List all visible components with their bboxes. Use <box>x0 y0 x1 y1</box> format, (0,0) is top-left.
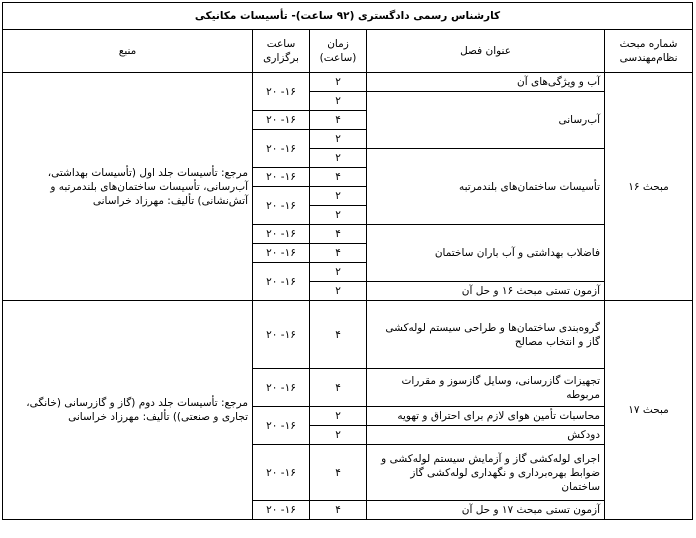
header-saat: ساعت برگزاری <box>253 30 310 73</box>
time-cell: ۱۶- ۲۰ <box>253 445 310 501</box>
time-cell: ۱۶- ۲۰ <box>253 111 310 130</box>
time-cell: ۱۶- ۲۰ <box>253 501 310 520</box>
time-cell: ۱۶- ۲۰ <box>253 168 310 187</box>
time-cell: ۱۶- ۲۰ <box>253 301 310 369</box>
hours-cell: ۴ <box>310 501 367 520</box>
time-cell: ۱۶- ۲۰ <box>253 407 310 445</box>
hours-cell: ۲ <box>310 130 367 149</box>
chapter-cell: آب و ویژگی‌های آن <box>367 73 605 92</box>
chapter-cell: دودکش <box>367 426 605 445</box>
chapter-cell: آزمون تستی مبحث ۱۷ و حل آن <box>367 501 605 520</box>
time-cell: ۱۶- ۲۰ <box>253 187 310 225</box>
chapter-cell: تأسیسات ساختمان‌های بلندمرتبه <box>367 149 605 225</box>
time-cell: ۱۶- ۲۰ <box>253 225 310 244</box>
hours-cell: ۲ <box>310 73 367 92</box>
section2-source: مرجع: تأسیسات جلد دوم (گاز و گازرسانی (خانگی، تجاری و صنعتی)) تألیف: مهرزاد خراسانی <box>3 301 253 520</box>
chapter-cell: تجهیزات گازرسانی، وسایل گازسوز و مقررات مربوطه <box>367 369 605 407</box>
chapter-cell: محاسبات تأمین هوای لازم برای احتراق و تهویه <box>367 407 605 426</box>
hours-cell: ۲ <box>310 282 367 301</box>
hours-cell: ۴ <box>310 301 367 369</box>
hours-cell: ۲ <box>310 206 367 225</box>
section1-source: مرجع: تأسیسات جلد اول (تأسیسات بهداشتی، آب‌رسانی، تأسیسات ساختمان‌های بلندمرتبه و آتش‌نشانی) تألیف: مهرزاد خراسانی <box>3 73 253 301</box>
chapter-cell: آب‌رسانی <box>367 92 605 149</box>
hours-cell: ۲ <box>310 407 367 426</box>
hours-cell: ۴ <box>310 111 367 130</box>
hours-cell: ۲ <box>310 426 367 445</box>
header-mabhath: شماره مبحث نظام‌مهندسی <box>605 30 693 73</box>
time-cell: ۱۶- ۲۰ <box>253 263 310 301</box>
time-cell: ۱۶- ۲۰ <box>253 369 310 407</box>
hours-cell: ۲ <box>310 263 367 282</box>
header-manba: منبع <box>3 30 253 73</box>
hours-cell: ۴ <box>310 225 367 244</box>
hours-cell: ۴ <box>310 244 367 263</box>
chapter-cell: فاضلاب بهداشتی و آب باران ساختمان <box>367 225 605 282</box>
schedule-table <box>2 2 693 520</box>
hours-cell: ۴ <box>310 168 367 187</box>
time-cell: ۱۶- ۲۰ <box>253 244 310 263</box>
table-title: کارشناس رسمی دادگستری (۹۲ ساعت)- تأسیسات مکانیکی <box>3 3 693 30</box>
hours-cell: ۴ <box>310 445 367 501</box>
hours-cell: ۲ <box>310 187 367 206</box>
time-cell: ۱۶- ۲۰ <box>253 73 310 111</box>
header-onvan: عنوان فصل <box>367 30 605 73</box>
hours-cell: ۲ <box>310 149 367 168</box>
chapter-cell: گروه‌بندی ساختمان‌ها و طراحی سیستم لوله‌کشی گاز و انتخاب مصالح <box>367 301 605 369</box>
chapter-cell: اجرای لوله‌کشی گاز و آزمایش سیستم لوله‌کشی و ضوابط بهره‌برداری و نگهداری لوله‌کشی گاز ساختمان <box>367 445 605 501</box>
time-cell: ۱۶- ۲۰ <box>253 130 310 168</box>
header-zaman: زمان (ساعت) <box>310 30 367 73</box>
section2-mabhath: مبحث ۱۷ <box>605 301 693 520</box>
hours-cell: ۲ <box>310 92 367 111</box>
section1-mabhath: مبحث ۱۶ <box>605 73 693 301</box>
hours-cell: ۴ <box>310 369 367 407</box>
chapter-cell: آزمون تستی مبحث ۱۶ و حل آن <box>367 282 605 301</box>
